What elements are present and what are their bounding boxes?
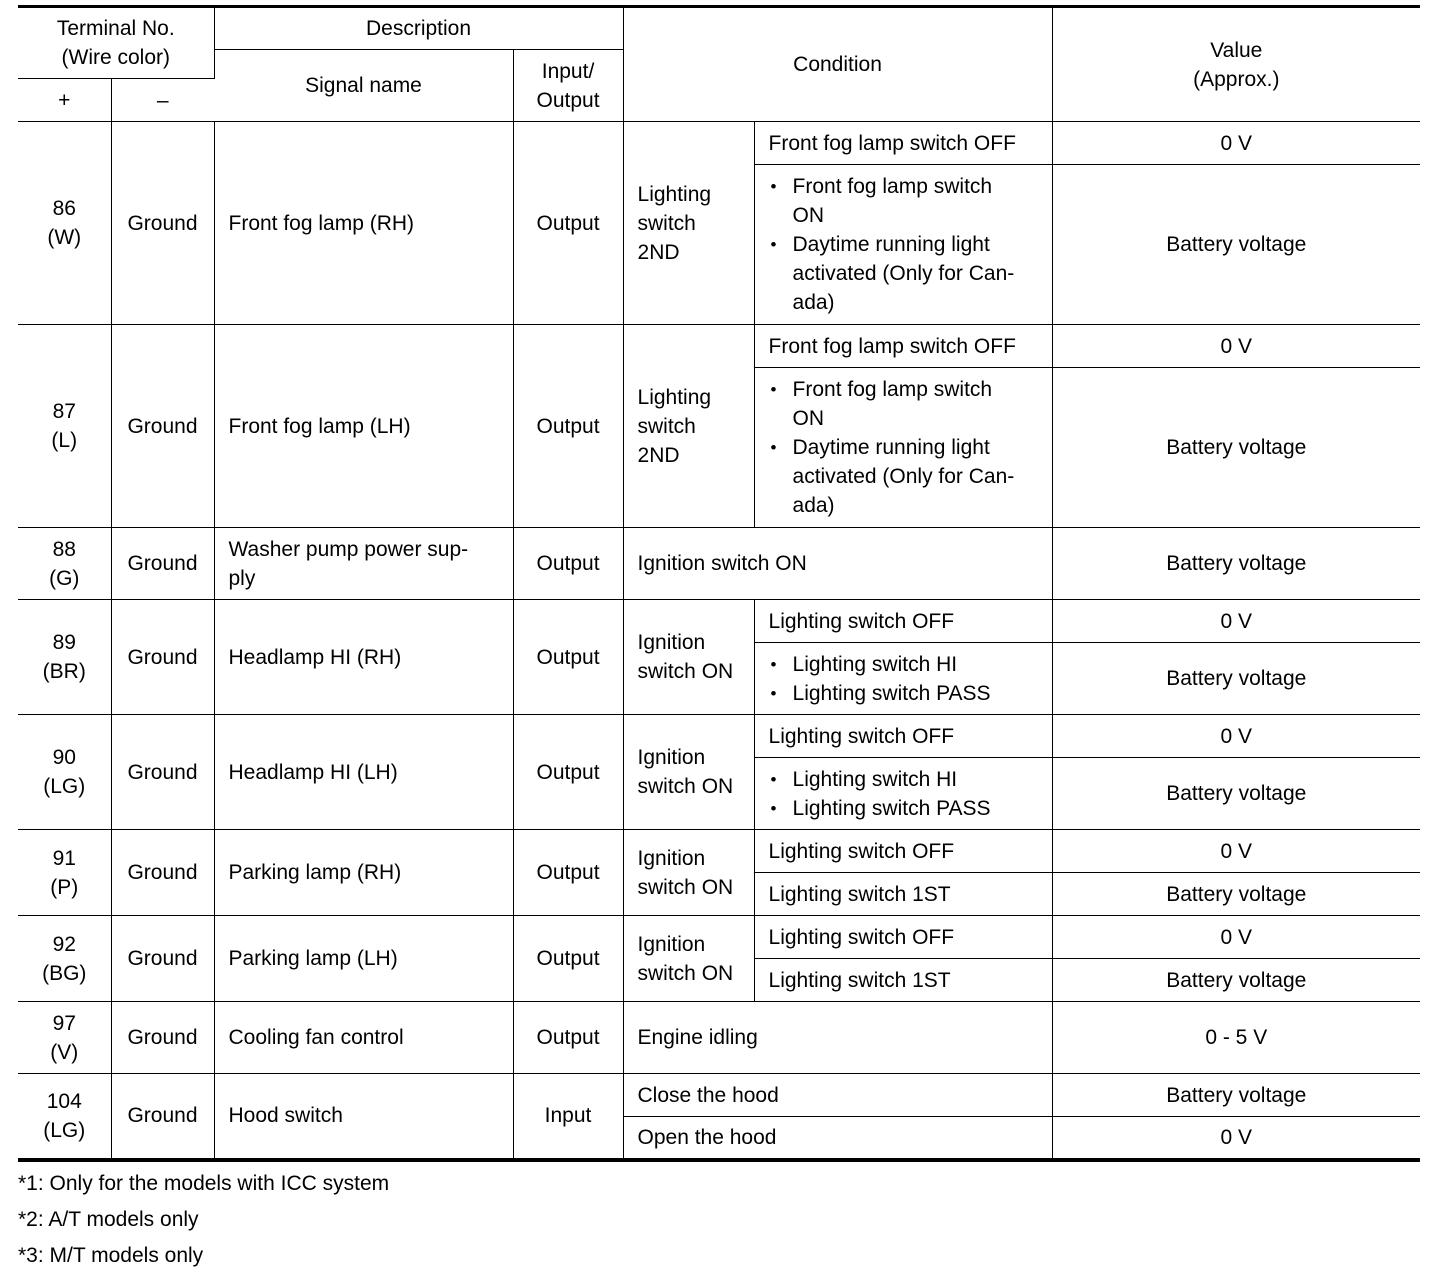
table-row bbox=[18, 1074, 1420, 1117]
value-cell: Battery voltage bbox=[1052, 1074, 1420, 1117]
condition-cell: Ignition switch ON bbox=[623, 916, 754, 1002]
value-cell: 0 V bbox=[1052, 715, 1420, 758]
bullet-list bbox=[769, 375, 1038, 520]
value-cell: 0 V bbox=[1052, 1117, 1420, 1160]
footnotes bbox=[18, 1166, 1420, 1274]
bullet-item: • Front fog lamp switch ON bbox=[769, 375, 1038, 433]
ground-cell: Ground bbox=[111, 122, 214, 325]
terminal-cell: 89 (BR) bbox=[18, 600, 111, 715]
terminal-cell: 97 (V) bbox=[18, 1002, 111, 1074]
bullet-item: • Lighting switch HI bbox=[769, 650, 1038, 679]
condition-cell: Ignition switch ON bbox=[623, 528, 1052, 600]
footnote: *1: Only for the models with ICC system bbox=[18, 1171, 390, 1195]
header-io: Input/ Output bbox=[513, 50, 623, 122]
table-row bbox=[18, 715, 1420, 758]
header-description: Description bbox=[214, 7, 623, 50]
terminal-cell: 88 (G) bbox=[18, 528, 111, 600]
bullet-item: • Front fog lamp switch ON bbox=[769, 172, 1038, 230]
condition-cell: Engine idling bbox=[623, 1002, 1052, 1074]
ground-cell: Ground bbox=[111, 830, 214, 916]
value-cell: Battery voltage bbox=[1052, 368, 1420, 528]
io-cell: Output bbox=[513, 830, 623, 916]
sub-condition-cell bbox=[754, 368, 1052, 528]
bullet-item: • Lighting switch PASS bbox=[769, 679, 1038, 708]
bullet-item: • Daytime running light activated (Only for Can- ada) bbox=[769, 433, 1038, 520]
bullet-list bbox=[769, 172, 1038, 317]
table-row bbox=[18, 600, 1420, 643]
ground-cell: Ground bbox=[111, 325, 214, 528]
ground-cell: Ground bbox=[111, 1074, 214, 1160]
value-cell: 0 - 5 V bbox=[1052, 1002, 1420, 1074]
io-cell: Output bbox=[513, 528, 623, 600]
value-cell: 0 V bbox=[1052, 325, 1420, 368]
signal-cell: Headlamp HI (LH) bbox=[214, 715, 513, 830]
io-cell: Output bbox=[513, 325, 623, 528]
header-minus: – bbox=[111, 79, 214, 122]
header-value: Value (Approx.) bbox=[1052, 7, 1420, 122]
condition-cell: Ignition switch ON bbox=[623, 715, 754, 830]
sub-condition-cell bbox=[754, 165, 1052, 325]
signal-cell: Cooling fan control bbox=[214, 1002, 513, 1074]
sub-condition-cell: Lighting switch OFF bbox=[754, 600, 1052, 643]
sub-condition-cell bbox=[754, 643, 1052, 715]
sub-condition-cell: Lighting switch 1ST bbox=[754, 873, 1052, 916]
io-cell: Output bbox=[513, 916, 623, 1002]
table-row bbox=[18, 325, 1420, 368]
value-cell: Battery voltage bbox=[1052, 165, 1420, 325]
header-condition: Condition bbox=[623, 7, 1052, 122]
value-cell: 0 V bbox=[1052, 600, 1420, 643]
sub-condition-cell: Front fog lamp switch OFF bbox=[754, 122, 1052, 165]
io-cell: Output bbox=[513, 122, 623, 325]
value-cell: 0 V bbox=[1052, 830, 1420, 873]
io-cell: Output bbox=[513, 600, 623, 715]
terminal-cell: 86 (W) bbox=[18, 122, 111, 325]
bullet-item: • Lighting switch HI bbox=[769, 765, 1038, 794]
sub-condition-cell: Lighting switch OFF bbox=[754, 715, 1052, 758]
header-signal-name: Signal name bbox=[214, 50, 513, 122]
terminal-cell: 104 (LG) bbox=[18, 1074, 111, 1160]
value-cell: Battery voltage bbox=[1052, 959, 1420, 1002]
io-cell: Output bbox=[513, 1002, 623, 1074]
value-cell: 0 V bbox=[1052, 916, 1420, 959]
condition-cell: Lighting switch 2ND bbox=[623, 325, 754, 528]
signal-cell: Parking lamp (RH) bbox=[214, 830, 513, 916]
signal-cell: Front fog lamp (LH) bbox=[214, 325, 513, 528]
value-cell: Battery voltage bbox=[1052, 643, 1420, 715]
sub-condition-cell bbox=[754, 758, 1052, 830]
ground-cell: Ground bbox=[111, 1002, 214, 1074]
sub-condition-cell: Lighting switch OFF bbox=[754, 916, 1052, 959]
bullet-list bbox=[769, 650, 1038, 708]
header-row bbox=[18, 7, 1420, 50]
bullet-item: • Daytime running light activated (Only for Can- ada) bbox=[769, 230, 1038, 317]
ground-cell: Ground bbox=[111, 600, 214, 715]
signal-cell: Washer pump power sup- ply bbox=[214, 528, 513, 600]
terminal-cell: 90 (LG) bbox=[18, 715, 111, 830]
condition-cell: Ignition switch ON bbox=[623, 830, 754, 916]
sub-condition-cell: Front fog lamp switch OFF bbox=[754, 325, 1052, 368]
condition-cell: Ignition switch ON bbox=[623, 600, 754, 715]
signal-cell: Hood switch bbox=[214, 1074, 513, 1160]
condition-cell: Lighting switch 2ND bbox=[623, 122, 754, 325]
value-cell: Battery voltage bbox=[1052, 873, 1420, 916]
ground-cell: Ground bbox=[111, 916, 214, 1002]
bullet-item: • Lighting switch PASS bbox=[769, 794, 1038, 823]
ground-cell: Ground bbox=[111, 715, 214, 830]
bullet-list bbox=[769, 765, 1038, 823]
io-cell: Output bbox=[513, 715, 623, 830]
header-terminal: Terminal No. (Wire color) bbox=[18, 7, 214, 79]
condition-cell: Open the hood bbox=[623, 1117, 1052, 1160]
table-row bbox=[18, 1002, 1420, 1074]
condition-cell: Close the hood bbox=[623, 1074, 1052, 1117]
signal-cell: Front fog lamp (RH) bbox=[214, 122, 513, 325]
ground-cell: Ground bbox=[111, 528, 214, 600]
terminal-cell: 91 (P) bbox=[18, 830, 111, 916]
sub-condition-cell: Lighting switch OFF bbox=[754, 830, 1052, 873]
io-cell: Input bbox=[513, 1074, 623, 1160]
terminal-cell: 87 (L) bbox=[18, 325, 111, 528]
header-plus: + bbox=[18, 79, 111, 122]
footnote: *2: A/T models only bbox=[18, 1207, 199, 1231]
table-row bbox=[18, 916, 1420, 959]
signal-cell: Headlamp HI (RH) bbox=[214, 600, 513, 715]
table-row bbox=[18, 830, 1420, 873]
terminal-spec-document bbox=[18, 5, 1420, 1274]
value-cell: Battery voltage bbox=[1052, 528, 1420, 600]
sub-condition-cell: Lighting switch 1ST bbox=[754, 959, 1052, 1002]
value-cell: Battery voltage bbox=[1052, 758, 1420, 830]
table-row bbox=[18, 122, 1420, 165]
terminal-cell: 92 (BG) bbox=[18, 916, 111, 1002]
terminal-spec-table bbox=[18, 5, 1420, 1162]
signal-cell: Parking lamp (LH) bbox=[214, 916, 513, 1002]
table-row bbox=[18, 528, 1420, 600]
value-cell: 0 V bbox=[1052, 122, 1420, 165]
footnote: *3: M/T models only bbox=[18, 1243, 204, 1267]
